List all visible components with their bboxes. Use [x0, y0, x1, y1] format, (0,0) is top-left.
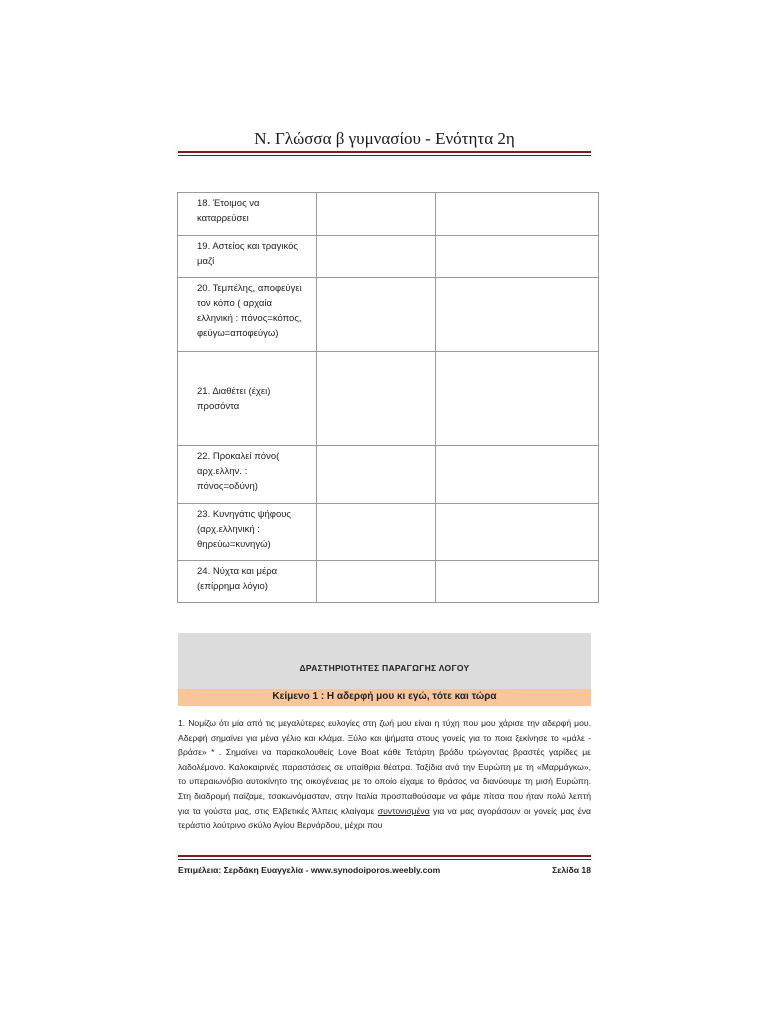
underlined-word: συντονισμένα	[377, 805, 430, 816]
table-row	[178, 352, 599, 446]
table-row	[178, 236, 599, 278]
table-cell-empty	[317, 504, 436, 561]
table-cell-empty	[436, 193, 599, 236]
text-title-bar	[178, 689, 591, 706]
text-title: Κείμενο 1 : Η αδερφή μου κι εγώ, τότε και τώρα	[272, 691, 497, 702]
table-cell-empty	[317, 352, 436, 446]
paragraph-text: 1. Νομίζω ότι μία από τις μεγαλύτερες ευλογίες στη ζωή μου είναι η τύχη που μου χάρισε την αδερφή μου. Αδερφή σημαίνει για μένα γέλιο και κλάμα. Ξύλο και ψήματα στους γονείς για το ποια ξεκίνησε το «μάλε - βράσε» * . Σημαίνει να παρακολουθείς Love Boat κάθε Τετάρτη βράδυ τρώγοντας βραστές γαρίδες με λαδολέμονο. Καλοκαιρινές παραστάσεις σε υπαίθρια θέατρα. Ταξίδια ανά την Ευρώπη με τη «Μαρμάγκω», το υπεραιωνόβιο αυτοκίνητο της οικογένειας με το οποίο είχαμε το θράσος να διανύουμε τη μισή Ευρώπη. Στη διαδρομή παίζαμε, τσακωνόμασταν, στην Ιταλία προσπαθούσαμε να φάμε πίτσα που ήταν πολύ λεπτή για τα γούστα μας, στις Ελβετικές Άλπεις κλαίγαμε	[178, 718, 591, 816]
table-cell-term	[178, 446, 317, 504]
table-cell-empty	[436, 352, 599, 446]
table-cell-empty	[317, 236, 436, 278]
table-cell-empty	[436, 561, 599, 603]
term-line: 18. Έτοιμος να	[197, 198, 260, 209]
table-cell-term	[178, 236, 317, 278]
term-line: 24. Νύχτα και μέρα	[197, 566, 278, 577]
page-number: Σελίδα 18	[552, 865, 591, 875]
table-cell-term	[178, 278, 317, 352]
term-line: (αρχ.ελληνική :	[197, 524, 260, 535]
term-line: ελληνική : πόνος=κόπος,	[197, 313, 302, 324]
term-line: (επίρρημα λόγιο)	[197, 581, 268, 592]
vocabulary-table	[177, 192, 599, 603]
page-header-title: Ν. Γλώσσα β γυμνασίου - Ενότητα 2η	[254, 129, 515, 148]
table-row	[178, 278, 599, 352]
table-cell-empty	[317, 193, 436, 236]
table-cell-term	[178, 504, 317, 561]
table-cell-empty	[436, 278, 599, 352]
table-cell-empty	[436, 236, 599, 278]
term-line: 21. Διαθέτει (έχει)	[197, 385, 271, 397]
table-cell-empty	[317, 561, 436, 603]
term-line: 23. Κυνηγάτις ψήφους	[197, 509, 292, 520]
term-line: πόνος=οδύνη)	[197, 481, 258, 492]
header-rule	[178, 151, 591, 153]
header-rule-thin	[178, 155, 591, 156]
table-row	[178, 446, 599, 504]
term-line: θηρεύω=κυνηγώ)	[197, 539, 271, 550]
table-cell-empty	[436, 446, 599, 504]
body-paragraph	[178, 716, 591, 833]
term-line: αρχ.ελλην. :	[197, 466, 248, 477]
term-line: προσόντα	[197, 400, 240, 412]
activities-banner	[178, 633, 591, 689]
footer-credit: Επιμέλεια: Σερδάκη Ευαγγελία - www.synodoiporos.weebly.com	[178, 865, 441, 875]
term-line: 19. Αστείος και τραγικός	[197, 241, 299, 252]
term-line: καταρρεύσει	[197, 213, 249, 224]
paragraph-text-end: για να μας αγοράσουν οι γονείς μας ένα τεράστιο λούτρινο σκύλο Αγίου Βερνάρδου, μέχρι που	[178, 805, 591, 831]
table-cell-empty	[317, 278, 436, 352]
table-cell-empty	[317, 446, 436, 504]
table-cell-term	[178, 561, 317, 603]
term-line: μαζί	[197, 256, 215, 267]
table-row	[178, 504, 599, 561]
table-row	[178, 561, 599, 603]
table-cell-term	[178, 352, 317, 446]
activities-title: ΔΡΑΣΤΗΡΙΟΤΗΤΕΣ ΠΑΡΑΓΩΓΗΣ ΛΟΓΟΥ	[299, 663, 470, 673]
table-cell-term	[178, 193, 317, 236]
footer-rule-thin	[178, 859, 591, 860]
term-line: 22. Προκαλεί πόνο(	[197, 451, 280, 462]
term-line: τον κόπο ( αρχαία	[197, 298, 272, 309]
table-cell-empty	[436, 504, 599, 561]
term-line: φεύγω=αποφεύγω)	[197, 328, 279, 339]
table-row	[178, 193, 599, 236]
footer-rule	[178, 855, 591, 857]
term-line: 20. Τεμπέλης, αποφεύγει	[197, 283, 302, 294]
